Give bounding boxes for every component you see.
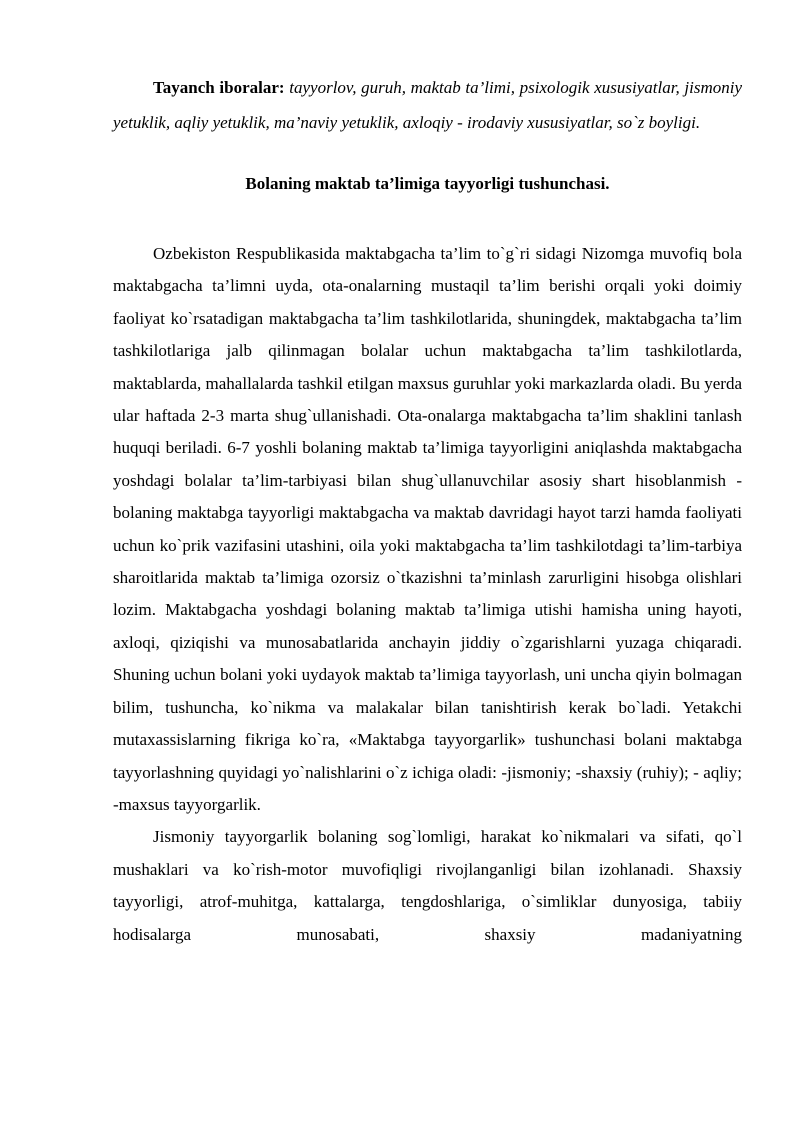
body-paragraph-1: Ozbekiston Respublikasida maktabgacha ta’lim to`g`ri sidagi Nizomga muvofiq bola maktabgacha ta’limni uyda, ota-onalarning mustaqil ta’lim berishi orqali yoki doimiy faoliyat ko`rsatadigan maktabgacha ta’lim tashkilotlarida, shuningdek, maktabgacha ta’lim tashkilotlariga jalb qilinmagan bolalar uchun maktabgacha ta’lim tashkilotlarda, maktablarda, mahallalarda tashkil etilgan maxsus guruhlar yoki markazlarda oladi. Bu yerda ular haftada 2-3 marta shug`ullanishadi. Ota-onalarga maktabgacha ta’lim shaklini tanlash huquqi beriladi. 6-7 yoshli bolaning maktab ta’limiga tayyorligini aniqlashda maktabgacha yoshdagi bolalar ta’lim-tarbiyasi bilan shug`ullanuvchilar asosiy shart hisoblanmish - bolaning maktabga tayyorligi maktabgacha va maktab davridagi hayot tarzi hamda faoliyati uchun ko`prik vazifasini utashini, oila yoki maktabgacha ta’lim tashkilotdagi ta’lim-tarbiya sharoitlarida maktab ta’limiga ozorsiz o`tkazishni ta’minlash zarurligini hisobga olishlari lozim. Maktabgacha yoshdagi bolaning maktab ta’limiga utishi hamisha uning hayoti, axloqi, qiziqishi va munosabatlarida anchayin jiddiy o`zgarishlarni yuzaga chiqaradi. Shuning uchun bolani yoki uydayok maktab ta’limiga tayyorlash, uni uncha qiyin bolmagan bilim, tushuncha, ko`nikma va malakalar bilan tanishtirish kerak bo`ladi. Yetakchi mutaxassislarning fikriga ko`ra, «Maktabga tayyorgarlik» tushunchasi bolani maktabga tayyorlashning quyidagi yo`nalishlarini o`z ichiga oladi: -jismoniy; -shaxsiy (ruhiy); - aqliy; -maxsus tayyorgarlik. xyxy=(113,244,742,814)
keywords-paragraph xyxy=(113,70,742,140)
document-page xyxy=(113,70,742,951)
section-title: Bolaning maktab ta’limiga tayyorligi tushunchasi. xyxy=(245,174,610,193)
keywords-label: Tayanch iboralar: xyxy=(153,78,285,97)
body-paragraph-2: Jismoniy tayyorgarlik bolaning sog`lomligi, harakat ko`nikmalari va sifati, qo`l mushaklari va ko`rish-motor muvofiqligi rivojlanganligi bilan izohlanadi. Shaxsiy tayyorligi, atrof-muhitga, kattalarga, tengdoshlariga, o`simliklar dunyosiga, tabiiy hodisalarga munosabati, shaxsiy madaniyatning xyxy=(113,827,742,944)
keywords-text: tayyorlov, guruh, maktab ta’limi, psixologik xususiyatlar, jismoniy yetuklik, aqliy yetuklik, ma’naviy yetuklik, axloqiy - irodaviy xususiyatlar, so`z boyligi. xyxy=(113,78,742,132)
